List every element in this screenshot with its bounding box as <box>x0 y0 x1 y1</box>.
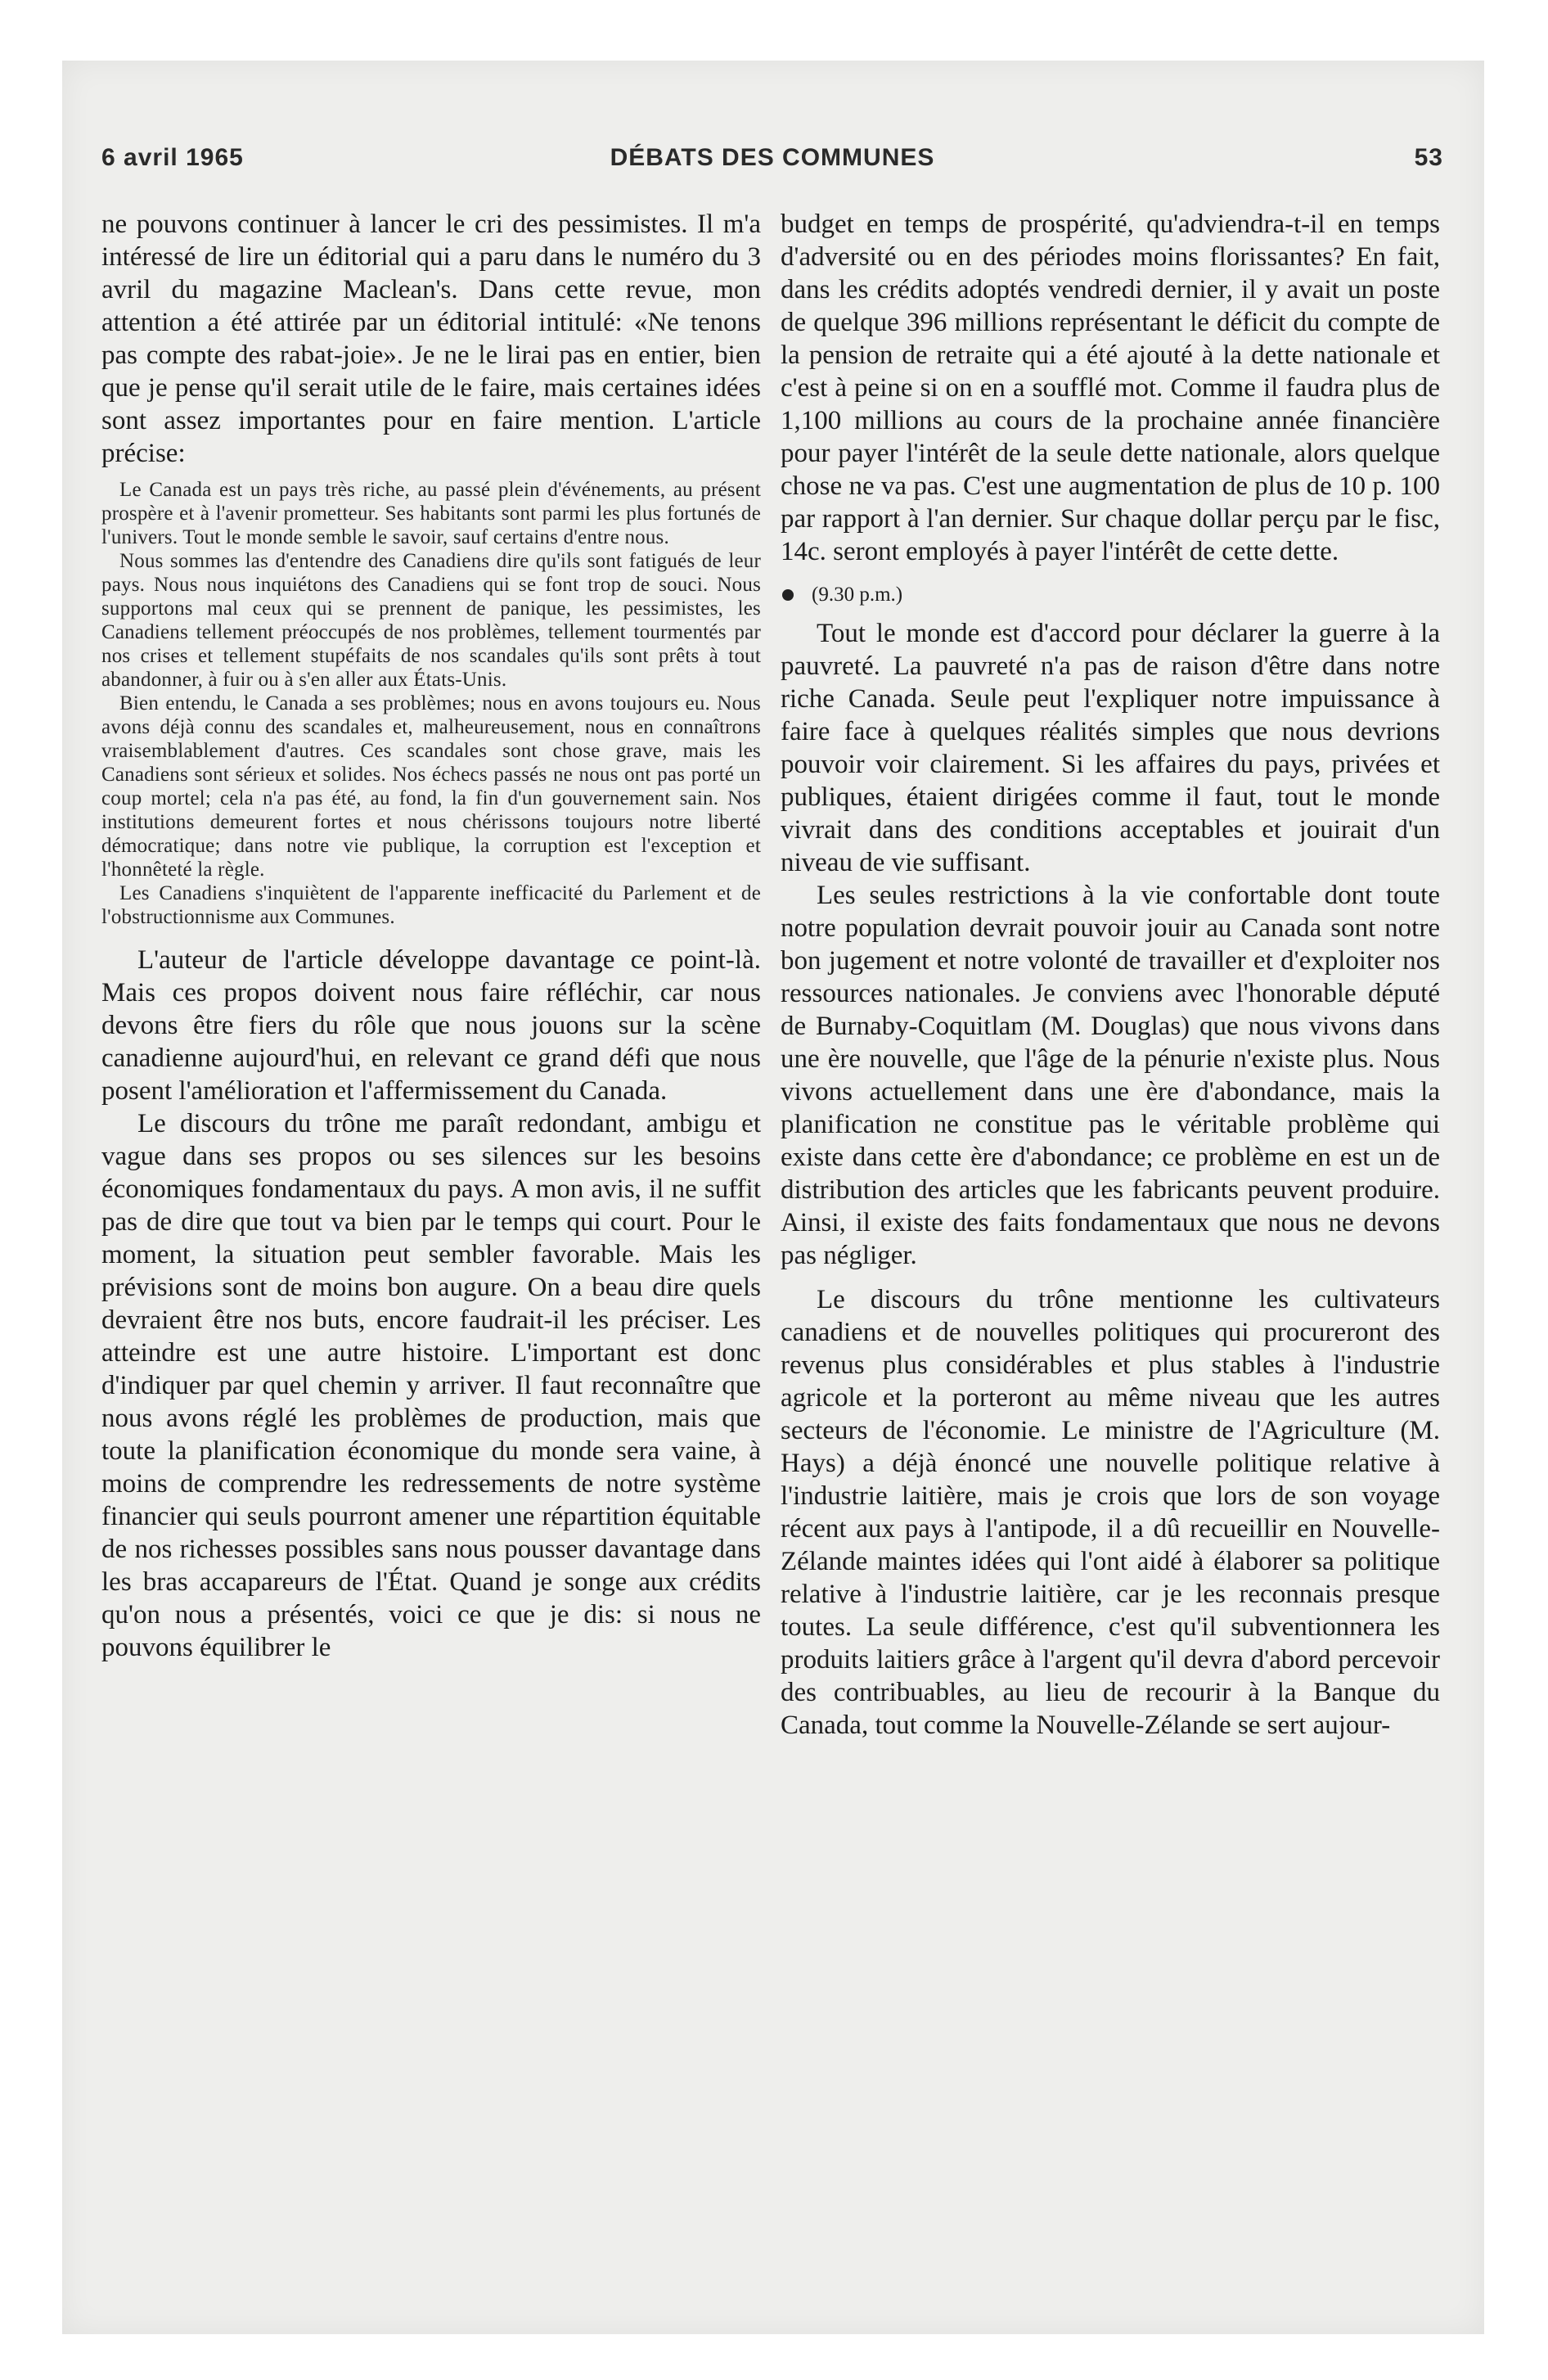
quote-paragraph-3: Bien entendu, le Canada a ses problèmes; nous en avons toujours eu. Nous avons déjà connu des scandales et, malheureusement, nous en connaîtrons vraisemblablement d'autres. Ces scandales sont chose grave, mais les Canadiens sont sérieux et solides. Nos échecs passés ne nous ont pas porté un coup mortel; cela n'a pas été, au fond, la fin d'un gouvernement sain. Nos institutions demeurent fortes et nous chérissons toujours notre liberté démocratique; dans notre vie publique, la corruption est l'exception et l'honnêteté la règle. <box>101 692 761 881</box>
paragraph: Tout le monde est d'accord pour déclarer la guerre à la pauvreté. La pauvreté n'a pas de raison d'être dans notre riche Canada. Seule peut l'expliquer notre impuissance à faire face à quelques réalités simples que nous devrions pouvoir voir clairement. Si les affaires du pays, privées et publiques, étaient dirigées comme il faut, tout le monde vivrait dans des conditions acceptables et jouirait d'un niveau de vie suffisant. <box>781 619 1440 877</box>
right-column <box>781 208 1440 2279</box>
quote-paragraph-2: Nous sommes las d'entendre des Canadiens dire qu'ils sont fatigués de leur pays. Nous nous inquiétons des Canadiens qui se font trop de souci. Nous supportons mal ceux qui se prennent de panique, les pessimistes, les Canadiens tellement préoccupés de nos problèmes, tellement tourmentés par nos crises et tellement stupéfaits de nos scandales qu'ils sont prêts à tout abandonner, à fuir ou à s'en aller aux États-Unis. <box>101 550 761 691</box>
header-date: 6 avril 1965 <box>101 144 244 171</box>
quote-paragraph-1: Le Canada est un pays très riche, au passé plein d'événements, au présent prospère et à l'avenir prometteur. Ses habitants sont parmi les plus fortunés de l'univers. Tout le monde semble le savoir, sauf certains d'entre nous. <box>101 479 761 548</box>
paragraph: Les seules restrictions à la vie confortable dont toute notre population devrait pouvoir jouir au Canada sont notre bon jugement et notre volonté de travailler et d'exploiter nos ressources nationales. Je conviens avec l'honorable député de Burnaby-Coquitlam (M. Douglas) que nous vivons dans une ère nouvelle, que l'âge de la pénurie n'existe plus. Nous vivons actuellement dans une ère d'abondance, mais la planification ne constitue pas le véritable problème qui existe dans cette ère d'abondance; ce problème en est un de distribution des articles que les fabricants peuvent produire. Ainsi, il existe des faits fondamentaux que nous ne devons pas négliger. <box>781 881 1440 1270</box>
quote-paragraph-4: Les Canadiens s'inquiètent de l'apparente inefficacité du Parlement et de l'obstructionnisme aux Communes. <box>101 882 761 928</box>
paragraph-continued: budget en temps de prospérité, qu'adviendra-t-il en temps d'adversité ou en des périodes moins florissantes? En fait, dans les crédits adoptés vendredi dernier, il y avait un poste de quelque 396 millions représentant le déficit du compte de la pension de retraite qui a été ajouté à la dette nationale et c'est à peine si on en a soufflé mot. Comme il faudra plus de 1,100 millions au cours de la prochaine année financière pour payer l'intérêt de la seule dette nationale, alors quelque chose ne va pas. C'est une augmentation de plus de 10 p. 100 par rapport à l'an dernier. Sur chaque dollar perçu par le fisc, 14c. seront employés à payer l'intérêt de cette dette. <box>781 210 1440 566</box>
paragraph-continued: ne pouvons continuer à lancer le cri des pessimistes. Il m'a intéressé de lire un éditorial qui a paru dans le numéro du 3 avril du magazine Maclean's. Dans cette revue, mon attention a été attirée par un éditorial intitulé: «Ne tenons pas compte des rabat-joie». Je ne le lirai pas en entier, bien que je pense qu'il serait utile de le faire, mais certaines idées sont assez importantes pour en faire mention. L'article précise: <box>101 210 761 468</box>
left-column <box>101 208 761 2279</box>
header-title: DÉBATS DES COMMUNES <box>610 144 935 171</box>
page-number: 53 <box>1414 144 1443 171</box>
time-marker-text: (9.30 p.m.) <box>812 584 903 606</box>
paragraph: L'auteur de l'article développe davantage ce point-là. Mais ces propos doivent nous faire réfléchir, car nous devons être fiers du rôle que nous jouons sur la scène canadienne aujourd'hui, en relevant ce grand défi que nous posent l'amélioration et l'affermissement du Canada. <box>101 945 761 1106</box>
paragraph: Le discours du trône me paraît redondant, ambigu et vague dans ses propos ou ses silences sur les besoins économiques fondamentaux du pays. A mon avis, il ne suffit pas de dire que tout va bien par le temps qui court. Pour le moment, la situation peut sembler favorable. Mais les prévisions sont de moins bon augure. On a beau dire quels devraient être nos buts, encore faudrait-il les préciser. Les atteindre est une autre histoire. L'important est donc d'indiquer par quel chemin y arriver. Il faut reconnaître que nous avons réglé les problèmes de production, mais que toute la planification économique du monde sera vaine, à moins de comprendre les redressements de notre système financier qui seuls pourront amener une répartition équitable de nos richesses possibles sans nous pousser davantage dans les bras accapareurs de l'État. Quand je songe aux crédits qu'on nous a présentés, voici ce que je dis: si nous ne pouvons équilibrer le <box>101 1109 761 1662</box>
running-header <box>101 144 1443 177</box>
paragraph: Le discours du trône mentionne les cultivateurs canadiens et de nouvelles politiques qui procureront des revenus plus considérables et plus stables à l'industrie agricole et la porteront au même niveau que les autres secteurs de l'économie. Le ministre de l'Agriculture (M. Hays) a déjà énoncé une nouvelle politique relative à l'industrie laitière, mais je crois que lors de son voyage récent aux pays à l'antipode, il a dû recueillir en Nouvelle-Zélande maintes idées qui l'ont aidé à élaborer sa politique relative à l'industrie laitière, car je les reconnais presque toutes. La seule différence, c'est qu'il subventionnera les produits laitiers grâce à l'argent qu'il devra d'abord percevoir des contribuables, au lieu de recourir à la Banque du Canada, tout comme la Nouvelle-Zélande se sert aujour- <box>781 1285 1440 1740</box>
bullet-icon <box>782 589 794 601</box>
time-marker <box>781 581 1440 609</box>
